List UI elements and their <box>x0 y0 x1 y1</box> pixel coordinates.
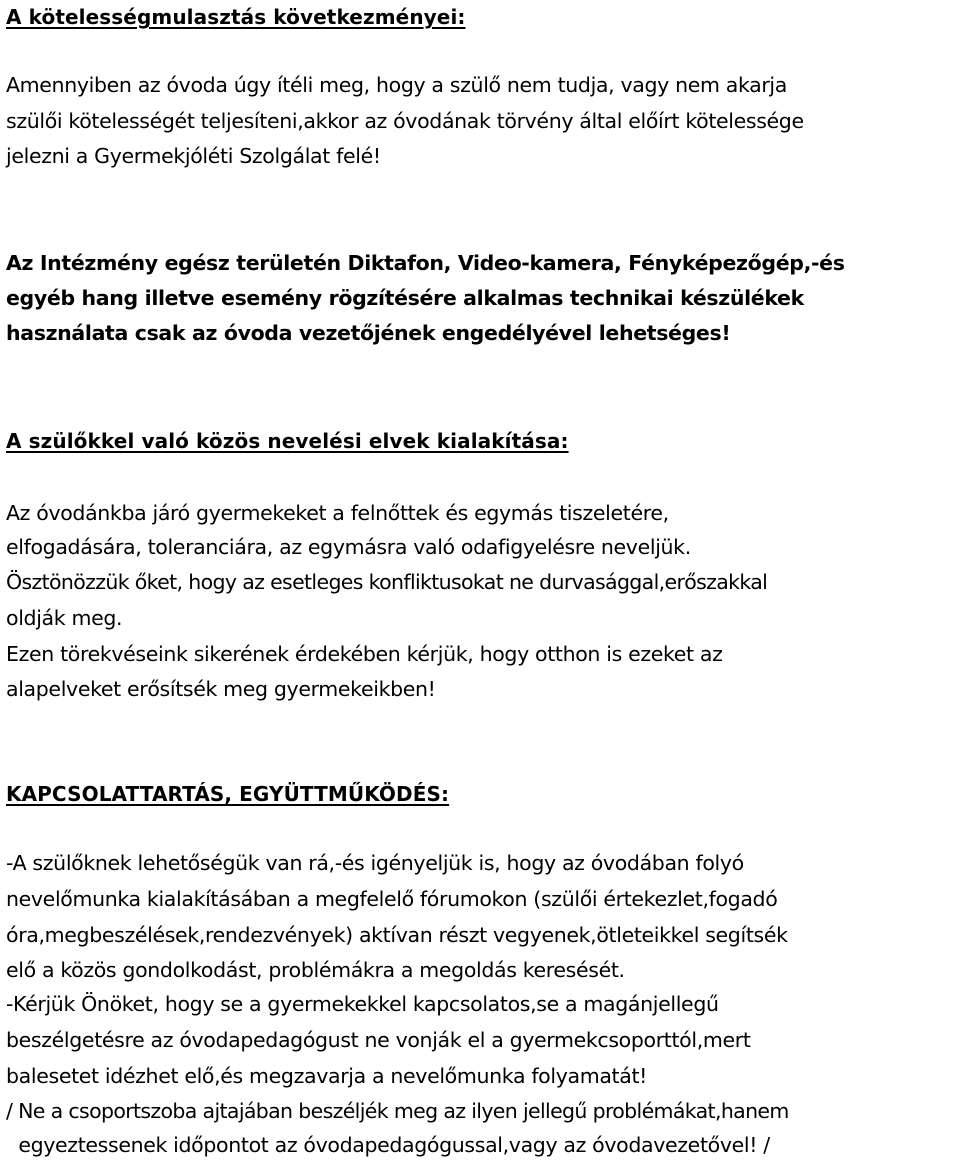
notice-line: használata csak az óvoda vezetőjének engedélyével lehetséges! <box>6 321 731 345</box>
paragraph-line: óra,megbeszélések,rendezvények) aktívan részt vegyenek,ötleteikkel segítsék <box>6 923 788 947</box>
paragraph-line: jelezni a Gyermekjóléti Szolgálat felé! <box>6 144 381 168</box>
paragraph-line: oldják meg. <box>6 606 123 630</box>
paragraph-line: Ösztönözzük őket, hogy az esetleges konfliktusokat ne durvasággal,erőszakkal <box>6 570 768 594</box>
paragraph-line: balesetet idézhet elő,és megzavarja a nevelőmunka folyamatát! <box>6 1064 648 1088</box>
paragraph-line: alapelveket erősítsék meg gyermekeikben! <box>6 677 436 701</box>
notice-line: egyéb hang illetve esemény rögzítésére alkalmas technikai készülékek <box>6 286 804 310</box>
paragraph-line: -Kérjük Önöket, hogy se a gyermekekkel kapcsolatos,se a magánjellegű <box>6 992 719 1016</box>
paragraph-line: / Ne a csoportszoba ajtajában beszéljék meg az ilyen jellegű problémákat,hanem <box>6 1099 789 1123</box>
paragraph-line: Ezen törekvéseink sikerének érdekében kérjük, hogy otthon is ezeket az <box>6 642 723 666</box>
notice-line: Az Intézmény egész területén Diktafon, Video-kamera, Fényképezőgép,-és <box>6 251 845 275</box>
section-heading-cooperation: KAPCSOLATTARTÁS, EGYÜTTMŰKÖDÉS: <box>6 782 450 806</box>
paragraph-line: Az óvodánkba járó gyermekeket a felnőttek és egymás tiszeletére, <box>6 501 669 525</box>
paragraph-line: egyeztessenek időpontot az óvodapedagógussal,vagy az óvodavezetővel! / <box>6 1133 770 1157</box>
paragraph-line: elfogadására, toleranciára, az egymásra való odafigyelésre neveljük. <box>6 535 691 559</box>
section-heading-common-principles: A szülőkkel való közös nevelési elvek kialakítása: <box>6 429 569 453</box>
paragraph-line: elő a közös gondolkodást, problémákra a megoldás keresését. <box>6 958 625 982</box>
paragraph-line: -A szülőknek lehetőségük van rá,-és igényeljük is, hogy az óvodában folyó <box>6 851 744 875</box>
paragraph-line: Amennyiben az óvoda úgy ítéli meg, hogy a szülő nem tudja, vagy nem akarja <box>6 73 787 97</box>
paragraph-line: szülői kötelességét teljesíteni,akkor az óvodának törvény által előírt kötelessége <box>6 109 804 133</box>
paragraph-line: nevelőmunka kialakításában a megfelelő fórumokon (szülői értekezlet,fogadó <box>6 887 778 911</box>
paragraph-line: beszélgetésre az óvodapedagógust ne vonják el a gyermekcsoporttól,mert <box>6 1028 751 1052</box>
section-heading-consequences: A kötelességmulasztás következményei: <box>6 5 466 29</box>
